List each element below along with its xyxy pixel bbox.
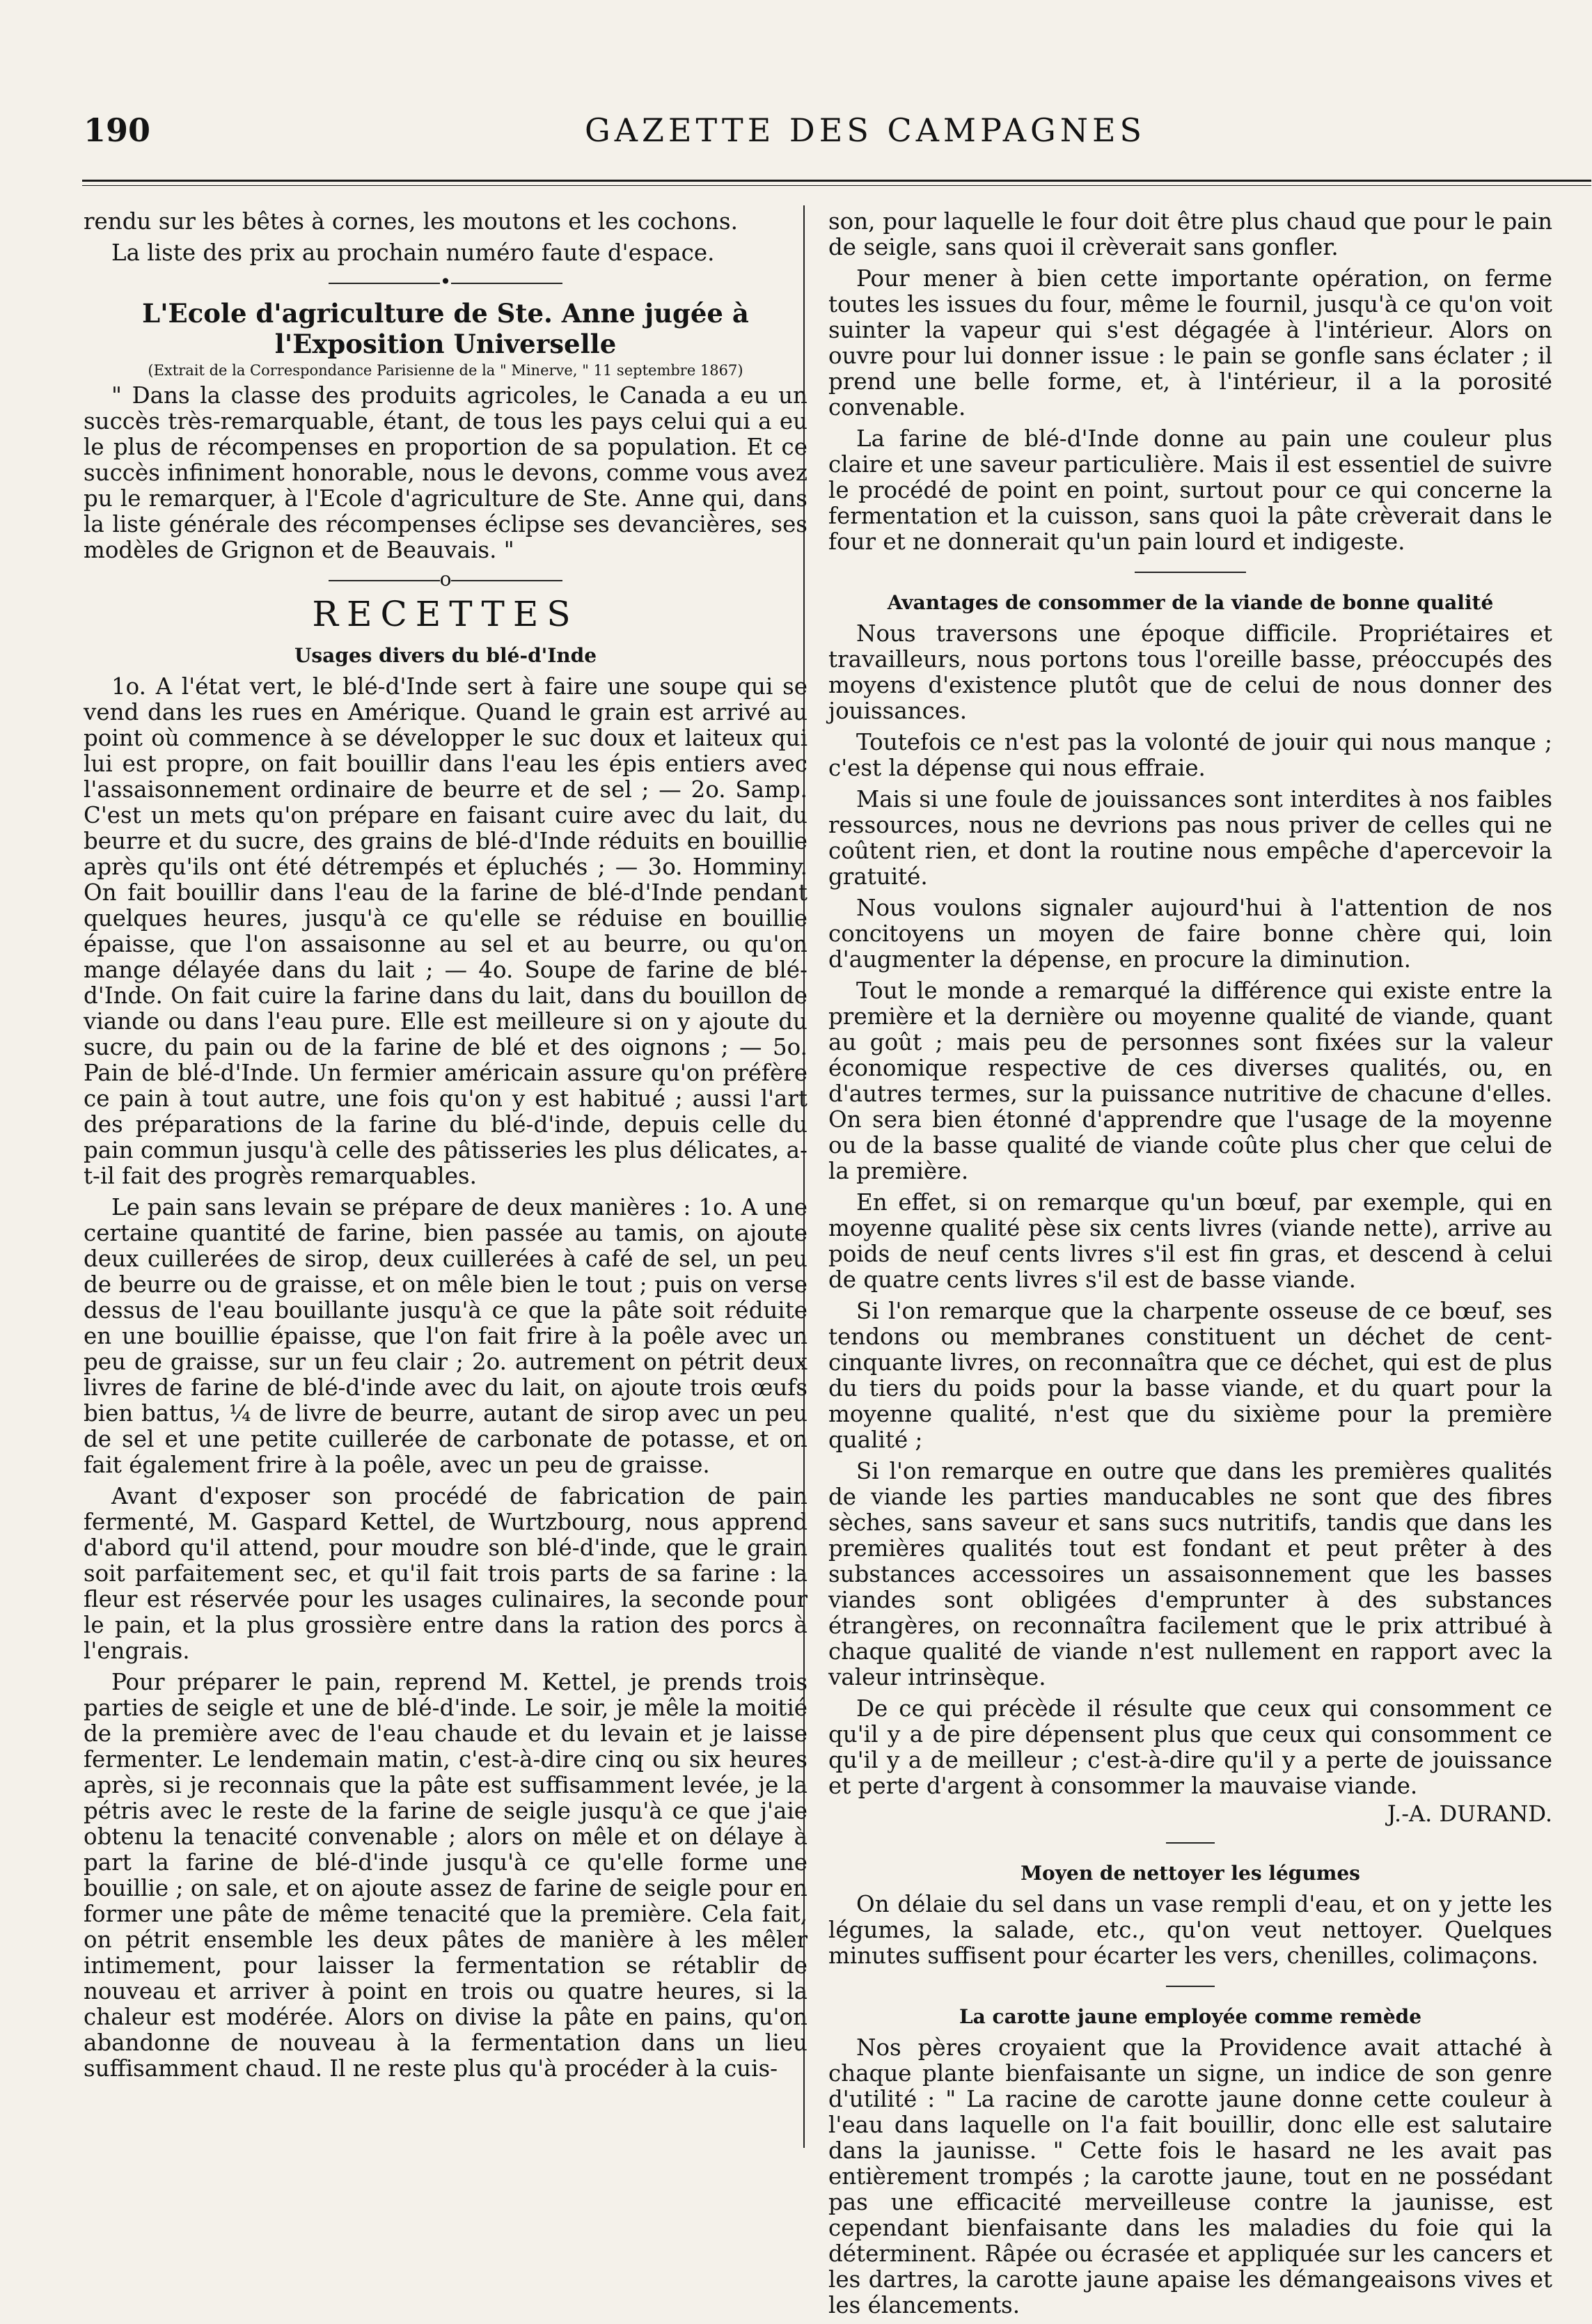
paragraph: Pour préparer le pain, reprend M. Kettel, je prends trois parties de seigle et une de blé-d'inde. Le soir, je mêle la moitié de la première avec de l'eau chaude et du levain et je laisse fermenter. Le lendemain matin, c'est-à-dire cinq ou six heures après, si je reconnais que la pâte est suffisamment levée, je la pétris avec le reste de la farine de seigle jusqu'à ce que j'aie obtenu la tenacité convenable ; alors on mêle et on délaye à part la farine de blé-d'inde jusqu'à ce qu'elle forme une bouillie ; on sale, et on ajoute assez de farine de seigle pour en former une pâte de même tenacité que la première. Cela fait, on pétrit ensemble les deux pâtes de manière à les mêler intimement, pour laisser la fermentation se rétablir de nouveau et arriver à point en trois ou quatre heures, si la chaleur est modérée. Alors on divise la pâte en pains, qu'on abandonne de nouveau à la fermentation dans un lieu suffisamment chaud. Il ne reste plus qu'à procéder à la cuis- [84,1669,807,2082]
paragraph: Si l'on remarque en outre que dans les premières qualités de viande les parties manducables ne sont que des fibres sèches, sans saveur et sans sucs nutritifs, tandis que dans les premières qualités tout est fondant et peut prêter à des substances accessoires un assaisonnement que les basses viandes sont obligées d'emprunter à des substances étrangères, on reconnaîtra facilement que le prix attribué à chaque qualité de viande n'est nullement en rapport avec la valeur intrinsèque. [828,1458,1552,1690]
article-text-ecole: " Dans la classe des produits agricoles, le Canada a eu un succès très-remarquable, étant, de tous les pays celui qui a eu le plus de récompenses en proportion de sa population. Et ce succès infiniment honorable, nous le devons, comme vous avez pu le remarquer, à l'Ecole d'agriculture de Ste. Anne qui, dans la liste générale des récompenses éclipse ses devancières, ses modèles de Grignon et de Beauvais. " [84,382,807,563]
article-title-legumes: Moyen de nettoyer les légumes [1020,1862,1360,1885]
article-text-legumes: On délaie du sel dans un vase rempli d'eau, et on y jette les légumes, la salade, etc., qu'on veut nettoyer. Quelques minutes suffisent pour écarter les vers, chenilles, colimaçons. [828,1891,1552,1969]
article-text-carotte: Nos pères croyaient que la Providence avait attaché à chaque plante bienfaisante un signe, un indice de son genre d'utilité : " La racine de carotte jaune donne cette couleur à l'eau dans laquelle on l'a fait bouillir, donc elle est salutaire dans la jaunisse. " Cette fois le hasard ne les avait pas entièrement trompés ; la carotte jaune, tout en ne possédant pas une efficacité merveilleuse contre la jaunisse, est cependant bienfaisante dans les maladies du foie qui la déterminent. Râpée ou écrasée et appliquée sur les cancers et les dartres, la carotte jaune apaise les démangeaisons vives et les élancements. [828,2034,1552,2318]
right-column [828,209,1552,2324]
header-rule-thick [82,180,1591,182]
paragraph: La farine de blé-d'Inde donne au pain une couleur plus claire et une saveur particulière. Mais il est essentiel de suivre le procédé de point en point, surtout pour ce qui concerne la fermentation et la cuisson, sans quoi la pâte crèverait dans le four et ne donnerait qu'un pain lourd et indigeste. [828,425,1552,555]
article-title-viande: Avantages de consommer de la viande de bonne qualité [887,591,1494,614]
divider [828,1831,1552,1852]
divider [828,1974,1552,1995]
paragraph: Pour mener à bien cette importante opération, on ferme toutes les issues du four, même le fournil, jusqu'à ce qu'on voit suinter la vapeur qui s'est dégagée à l'intérieur. Alors on ouvre pour lui donner issue : le pain se gonfle sans éclater ; il prend une belle forme, et, à l'intérieur, il a la porosité convenable. [828,265,1552,421]
intro-line-2: La liste des prix au prochain numéro faute d'espace. [111,240,715,266]
paragraph: Si l'on remarque que la charpente osseuse de ce bœuf, ses tendons ou membranes constituent un déchet de cent-cinquante livres, on reconnaîtra que ce déchet, qui est de plus du tiers du poids pour la basse viande, et du quart pour la moyenne qualité, n'est que du sixième pour la première qualité ; [828,1298,1552,1453]
divider: • [84,272,807,292]
paragraph: Nous voulons signaler aujourd'hui à l'attention de nos concitoyens un moyen de faire bonne chère qui, loin d'augmenter la dépense, en procure la diminution. [828,895,1552,973]
paragraph: Toutefois ce n'est pas la volonté de jouir qui nous manque ; c'est la dépense qui nous effraie. [828,729,1552,781]
divider [828,560,1552,581]
paragraph: 1o. A l'état vert, le blé-d'Inde sert à faire une soupe qui se vend dans les rues en Amérique. Quand le grain est arrivé au point où commence à se développer le suc doux et laiteux qui lui est propre, on fait bouillir dans l'eau les épis entiers avec l'assaisonnement ordinaire de beurre et de sel ; — 2o. Samp. C'est un mets qu'on prépare en faisant cuire avec du lait, du beurre et du sucre, des grains de blé-d'Inde réduits en bouillie après qu'ils ont été détrempés et épluchés ; — 3o. Homminy. On fait bouillir dans l'eau de la farine de blé-d'Inde pendant quelques heures, jusqu'à ce qu'elle se réduise en bouillie épaisse, que l'on assaisonne au sel et au beurre, ou qu'on mange délayée dans du lait ; — 4o. Soupe de farine de blé-d'Inde. On fait cuire la farine dans du lait, dans du bouillon de viande ou dans l'eau pure. Elle est meilleure si on y ajoute du sucre, du pain ou de la farine de blé et des oignons ; — 5o. Pain de blé-d'Inde. Un fermier américain assure qu'on préfère ce pain à tout autre, une fois qu'on y est habitué ; aussi l'art des préparations de la farine du blé-d'inde, depuis celle du pain commun jusqu'à celle des pâtisseries les plus délicates, a-t-il fait des progrès remarquables. [84,673,807,1189]
article-title-carotte: La carotte jaune employée comme remède [959,2005,1422,2028]
article-title-ecole: L'Ecole d'agriculture de Ste. Anne jugée à l'Exposition Universelle [142,298,749,359]
paragraph: son, pour laquelle le four doit être plus chaud que pour le pain de seigle, sans quoi il crèverait sans gonfler. [828,208,1552,260]
page-number: 190 [84,111,151,149]
paragraph: En effet, si on remarque qu'un bœuf, par exemple, qui en moyenne qualité pèse six cents livres (viande nette), arrive au poids de neuf cents livres s'il est fin gras, et descend à celui de quatre cents livres s'il est de basse viande. [828,1189,1552,1293]
masthead [84,111,1592,153]
divider: o [84,569,807,590]
paragraph: Le pain sans levain se prépare de deux manières : 1o. A une certaine quantité de farine, bien passée au tamis, on ajoute deux cuillerées de sirop, deux cuillerées à café de sel, un peu de beurre ou de graisse, et on mêle bien le tout ; puis on verse dessus de l'eau bouillante jusqu'à ce que la pâte soit réduite en une bouillie épaisse, que l'on fait frire à la poêle avec un peu de graisse, sur un feu clair ; 2o. autrement on pétrit deux livres de farine de blé-d'inde avec du lait, on ajoute trois œufs bien battus, ¼ de livre de beurre, autant de sirop avec un peu de sel et une petite cuillerée de carbonate de potasse, et on fait également frire à la poêle, avec un peu de graisse. [84,1194,807,1478]
intro-line-1: rendu sur les bêtes à cornes, les moutons et les cochons. [84,208,738,235]
subsection-title-usages: Usages divers du blé-d'Inde [294,644,597,667]
author-signature: J.-A. DURAND. [1387,1800,1552,1827]
left-column [84,209,807,2087]
paragraph: Mais si une foule de jouissances sont interdites à nos faibles ressources, nous ne devrions pas nous priver de celles qui ne coûtent rien, et dont la routine nous empêche d'apercevoir la gratuité. [828,786,1552,890]
article-source: (Extrait de la Correspondance Parisienne de la " Minerve, " 11 septembre 1867) [148,362,743,379]
running-title: GAZETTE DES CAMPAGNES [585,111,1146,149]
paragraph: Tout le monde a remarqué la différence qui existe entre la première et la dernière ou moyenne qualité de viande, quant au goût ; mais peu de personnes sont fixées sur la valeur économique respective de ces diverses qualités, ou, en d'autres termes, sur la puissance nutritive de chacune d'elles. On sera bien étonné d'apprendre que l'usage de la moyenne ou de la basse qualité de viande coûte plus cher que celui de la première. [828,978,1552,1184]
section-title-recettes: RECETTES [312,594,579,634]
paragraph: Avant d'exposer son procédé de fabrication de pain fermenté, M. Gaspard Kettel, de Wurtzbourg, nous apprend d'abord qu'il attend, pour moudre son blé-d'inde, que le grain soit parfaitement sec, et qu'il fait trois parts de sa farine : la fleur est réservée pour les usages culinaires, la seconde pour le pain, et la plus grossière entre dans la ration des porcs à l'engrais. [84,1483,807,1664]
paragraph: Nous traversons une époque difficile. Propriétaires et travailleurs, nous portons tous l'oreille basse, préoccupés des moyens d'existence plutôt que de celui de nous donner des jouissances. [828,620,1552,724]
paragraph: De ce qui précède il résulte que ceux qui consomment ce qu'il y a de pire dépensent plus que ceux qui consomment ce qu'il y a de meilleur ; c'est-à-dire qu'il y a perte de jouissance et perte d'argent à consommer la mauvaise viande. [828,1695,1552,1799]
header-rule-thin [82,185,1591,186]
